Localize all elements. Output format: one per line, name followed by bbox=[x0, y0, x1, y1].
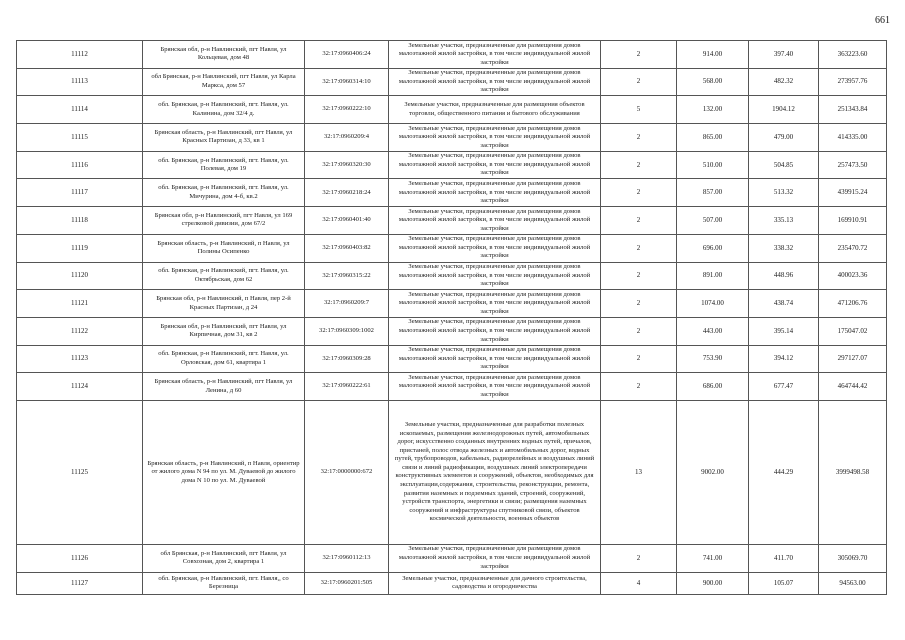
use-group-cell: 2 bbox=[601, 207, 677, 235]
row-number-cell: 11118 bbox=[17, 207, 143, 235]
use-group-cell: 2 bbox=[601, 262, 677, 290]
land-use-purpose-cell: Земельные участки, предназначенные для размещения домов малоэтажной жилой застройки, в том числе индивидуальной жилой застройки bbox=[389, 207, 601, 235]
use-group-cell: 4 bbox=[601, 572, 677, 594]
use-group-cell: 13 bbox=[601, 400, 677, 544]
specific-value-cell: 448.96 bbox=[749, 262, 819, 290]
use-group-cell: 2 bbox=[601, 290, 677, 318]
use-group-cell: 2 bbox=[601, 151, 677, 179]
row-number-cell: 11122 bbox=[17, 317, 143, 345]
table-row bbox=[17, 373, 887, 401]
address-cell: Брянская обл, р-н Навлинский, пгт Навля, ул Кольцевая, дом 48 bbox=[143, 41, 305, 69]
specific-value-cell: 482.32 bbox=[749, 68, 819, 96]
area-cell: 507.00 bbox=[677, 207, 749, 235]
land-use-purpose-cell: Земельные участки, предназначенные для дачного строительства, садоводства и огородничества bbox=[389, 572, 601, 594]
land-use-purpose-cell: Земельные участки, предназначенные для размещения домов малоэтажной жилой застройки, в том числе индивидуальной жилой застройки bbox=[389, 41, 601, 69]
area-cell: 857.00 bbox=[677, 179, 749, 207]
specific-value-cell: 338.32 bbox=[749, 234, 819, 262]
row-number-cell: 11125 bbox=[17, 400, 143, 544]
land-use-purpose-cell: Земельные участки, предназначенные для размещения домов малоэтажной жилой застройки, в том числе индивидуальной жилой застройки bbox=[389, 179, 601, 207]
specific-value-cell: 411.70 bbox=[749, 544, 819, 572]
specific-value-cell: 677.47 bbox=[749, 373, 819, 401]
address-cell: обл. Брянская, р-н Навлинский, пгт. Навля,, со Березница bbox=[143, 572, 305, 594]
page-number: 661 bbox=[875, 15, 890, 26]
specific-value-cell: 438.74 bbox=[749, 290, 819, 318]
area-cell: 753.90 bbox=[677, 345, 749, 373]
cadastral-number-cell: 32:17:0960309:28 bbox=[305, 345, 389, 373]
cadastral-number-cell: 32:17:0960201:505 bbox=[305, 572, 389, 594]
row-number-cell: 11113 bbox=[17, 68, 143, 96]
address-cell: обл Брянская, р-н Навлинский, пгт Навля, ул Совхозная, дом 2, квартира 1 bbox=[143, 544, 305, 572]
address-cell: Брянская область, р-н Навлинский, п Навля, ул Полины Осипенко bbox=[143, 234, 305, 262]
cadastral-number-cell: 32:17:0960314:10 bbox=[305, 68, 389, 96]
address-cell: обл. Брянская, р-н Навлинский, пгт. Навля, ул. Октябрьская, дом 62 bbox=[143, 262, 305, 290]
cadastral-cost-cell: 94563.00 bbox=[819, 572, 887, 594]
table-row bbox=[17, 41, 887, 69]
use-group-cell: 2 bbox=[601, 41, 677, 69]
land-use-purpose-cell: Земельные участки, предназначенные для размещения домов малоэтажной жилой застройки, в том числе индивидуальной жилой застройки bbox=[389, 234, 601, 262]
specific-value-cell: 395.14 bbox=[749, 317, 819, 345]
cadastral-number-cell: 32:17:0960209:4 bbox=[305, 124, 389, 152]
address-cell: обл. Брянская, р-н Навлинский, пгт. Навля, ул. Калинина, дом 32/4 д. bbox=[143, 96, 305, 124]
address-cell: Брянская область, р-н Навлинский, пгт Навля, ул Ленина, д 60 bbox=[143, 373, 305, 401]
specific-value-cell: 513.32 bbox=[749, 179, 819, 207]
area-cell: 568.00 bbox=[677, 68, 749, 96]
use-group-cell: 2 bbox=[601, 179, 677, 207]
address-cell: обл Брянская, р-н Навлинский, пгт Навля, ул Карла Маркса, дом 57 bbox=[143, 68, 305, 96]
cadastral-number-cell: 32:17:0960320:30 bbox=[305, 151, 389, 179]
table-row bbox=[17, 544, 887, 572]
cadastral-cost-cell: 439915.24 bbox=[819, 179, 887, 207]
row-number-cell: 11123 bbox=[17, 345, 143, 373]
table-row bbox=[17, 207, 887, 235]
table-row bbox=[17, 151, 887, 179]
cadastral-cost-cell: 235470.72 bbox=[819, 234, 887, 262]
specific-value-cell: 335.13 bbox=[749, 207, 819, 235]
table-row bbox=[17, 400, 887, 544]
cadastral-number-cell: 32:17:0960309:1002 bbox=[305, 317, 389, 345]
use-group-cell: 2 bbox=[601, 345, 677, 373]
area-cell: 914.00 bbox=[677, 41, 749, 69]
cadastral-number-cell: 32:17:0960222:10 bbox=[305, 96, 389, 124]
row-number-cell: 11116 bbox=[17, 151, 143, 179]
land-use-purpose-cell: Земельные участки, предназначенные для размещения домов малоэтажной жилой застройки, в том числе индивидуальной жилой застройки bbox=[389, 124, 601, 152]
cadastral-cost-cell: 257473.50 bbox=[819, 151, 887, 179]
row-number-cell: 11121 bbox=[17, 290, 143, 318]
specific-value-cell: 1904.12 bbox=[749, 96, 819, 124]
land-registry-table bbox=[16, 40, 887, 595]
land-use-purpose-cell: Земельные участки, предназначенные для размещения домов малоэтажной жилой застройки, в том числе индивидуальной жилой застройки bbox=[389, 345, 601, 373]
row-number-cell: 11127 bbox=[17, 572, 143, 594]
cadastral-cost-cell: 169910.91 bbox=[819, 207, 887, 235]
area-cell: 865.00 bbox=[677, 124, 749, 152]
table-row bbox=[17, 234, 887, 262]
row-number-cell: 11114 bbox=[17, 96, 143, 124]
area-cell: 741.00 bbox=[677, 544, 749, 572]
land-use-purpose-cell: Земельные участки, предназначенные для размещения домов малоэтажной жилой застройки, в том числе индивидуальной жилой застройки bbox=[389, 544, 601, 572]
area-cell: 891.00 bbox=[677, 262, 749, 290]
specific-value-cell: 479.00 bbox=[749, 124, 819, 152]
specific-value-cell: 504.85 bbox=[749, 151, 819, 179]
area-cell: 900.00 bbox=[677, 572, 749, 594]
specific-value-cell: 444.29 bbox=[749, 400, 819, 544]
use-group-cell: 2 bbox=[601, 373, 677, 401]
land-use-purpose-cell: Земельные участки, предназначенные для размещения домов малоэтажной жилой застройки, в том числе индивидуальной жилой застройки bbox=[389, 290, 601, 318]
cadastral-number-cell: 32:17:0960406:24 bbox=[305, 41, 389, 69]
table-body bbox=[17, 41, 887, 595]
table-row bbox=[17, 290, 887, 318]
cadastral-number-cell: 32:17:0960401:40 bbox=[305, 207, 389, 235]
specific-value-cell: 105.07 bbox=[749, 572, 819, 594]
cadastral-cost-cell: 414335.00 bbox=[819, 124, 887, 152]
table-row bbox=[17, 345, 887, 373]
land-use-purpose-cell: Земельные участки, предназначенные для размещения домов малоэтажной жилой застройки, в том числе индивидуальной жилой застройки bbox=[389, 317, 601, 345]
specific-value-cell: 397.40 bbox=[749, 41, 819, 69]
area-cell: 1074.00 bbox=[677, 290, 749, 318]
use-group-cell: 5 bbox=[601, 96, 677, 124]
address-cell: обл. Брянская, р-н Навлинский, пгт. Навля, ул. Полевая, дом 19 bbox=[143, 151, 305, 179]
use-group-cell: 2 bbox=[601, 234, 677, 262]
row-number-cell: 11112 bbox=[17, 41, 143, 69]
address-cell: Брянская область, р-н Навлинский, п Навля, ориентир от жилого дома N 94 по ул. М. Дуваевой до жилого дома N 10 по ул. М. Дуваевой bbox=[143, 400, 305, 544]
address-cell: Брянская обл, р-н Навлинский, пгт Навля, ул Кирпичная, дом 31, кв 2 bbox=[143, 317, 305, 345]
land-use-purpose-cell: Земельные участки, предназначенные для размещения домов малоэтажной жилой застройки, в том числе индивидуальной жилой застройки bbox=[389, 151, 601, 179]
table-row bbox=[17, 262, 887, 290]
cadastral-cost-cell: 175047.02 bbox=[819, 317, 887, 345]
specific-value-cell: 394.12 bbox=[749, 345, 819, 373]
address-cell: Брянская область, р-н Навлинский, пгт Навля, ул Красных Партизан, д 33, кв 1 bbox=[143, 124, 305, 152]
use-group-cell: 2 bbox=[601, 68, 677, 96]
area-cell: 443.00 bbox=[677, 317, 749, 345]
cadastral-cost-cell: 3999498.58 bbox=[819, 400, 887, 544]
cadastral-number-cell: 32:17:0960112:13 bbox=[305, 544, 389, 572]
use-group-cell: 2 bbox=[601, 317, 677, 345]
cadastral-cost-cell: 464744.42 bbox=[819, 373, 887, 401]
land-use-purpose-cell: Земельные участки, предназначенные для размещения объектов торговли, общественного питания и бытового обслуживания bbox=[389, 96, 601, 124]
address-cell: Брянская обл, р-н Навлинский, п Навля, пер 2-й Красных Партизан, д 24 bbox=[143, 290, 305, 318]
row-number-cell: 11126 bbox=[17, 544, 143, 572]
table-row bbox=[17, 124, 887, 152]
use-group-cell: 2 bbox=[601, 124, 677, 152]
area-cell: 9002.00 bbox=[677, 400, 749, 544]
table-row bbox=[17, 179, 887, 207]
cadastral-cost-cell: 251343.84 bbox=[819, 96, 887, 124]
table-row bbox=[17, 68, 887, 96]
row-number-cell: 11124 bbox=[17, 373, 143, 401]
row-number-cell: 11120 bbox=[17, 262, 143, 290]
row-number-cell: 11119 bbox=[17, 234, 143, 262]
table-row bbox=[17, 96, 887, 124]
area-cell: 696.00 bbox=[677, 234, 749, 262]
cadastral-cost-cell: 471206.76 bbox=[819, 290, 887, 318]
area-cell: 132.00 bbox=[677, 96, 749, 124]
use-group-cell: 2 bbox=[601, 544, 677, 572]
area-cell: 510.00 bbox=[677, 151, 749, 179]
cadastral-cost-cell: 305069.70 bbox=[819, 544, 887, 572]
land-use-purpose-cell: Земельные участки, предназначенные для разработки полезных ископаемых, размещения железнодорожных путей, автомобильных дорог, искусственно созданных внутренних водных путей, причалов, пристаней, полос отвода железных и автомобильных дорог, водных путей, трубопроводов, кабельных, радиорелейных и воздушных линий связи и линий радиофикации, воздушных линий электропередачи конструктивных элементов и сооружений, объектов, необходимых для эксплуатации,содержания, строительства, реконструкции, ремонта, развития наземных и подземных зданий, строений, сооружений, устройств транспорта, энергетики и связи; размещения наземных сооружений и инфраструктуры спутниковой связи, объектов космической деятельности, военных объектов bbox=[389, 400, 601, 544]
address-cell: Брянская обл, р-н Навлинский, пгт Навля, ул 169 стрелковой дивизии, дом 67/2 bbox=[143, 207, 305, 235]
row-number-cell: 11115 bbox=[17, 124, 143, 152]
cadastral-number-cell: 32:17:0000000:672 bbox=[305, 400, 389, 544]
land-use-purpose-cell: Земельные участки, предназначенные для размещения домов малоэтажной жилой застройки, в том числе индивидуальной жилой застройки bbox=[389, 373, 601, 401]
cadastral-cost-cell: 400023.36 bbox=[819, 262, 887, 290]
land-use-purpose-cell: Земельные участки, предназначенные для размещения домов малоэтажной жилой застройки, в том числе индивидуальной жилой застройки bbox=[389, 262, 601, 290]
table-row bbox=[17, 572, 887, 594]
land-use-purpose-cell: Земельные участки, предназначенные для размещения домов малоэтажной жилой застройки, в том числе индивидуальной жилой застройки bbox=[389, 68, 601, 96]
address-cell: обл. Брянская, р-н Навлинский, пгт. Навля, ул. Мичурина, дом 4-б, кв.2 bbox=[143, 179, 305, 207]
area-cell: 686.00 bbox=[677, 373, 749, 401]
address-cell: обл. Брянская, р-н Навлинский, пгт. Навля, ул. Орловская, дом 61, квартира 1 bbox=[143, 345, 305, 373]
cadastral-number-cell: 32:17:0960403:82 bbox=[305, 234, 389, 262]
cadastral-cost-cell: 363223.60 bbox=[819, 41, 887, 69]
cadastral-number-cell: 32:17:0960222:61 bbox=[305, 373, 389, 401]
cadastral-number-cell: 32:17:0960315:22 bbox=[305, 262, 389, 290]
cadastral-number-cell: 32:17:0960209:7 bbox=[305, 290, 389, 318]
table-row bbox=[17, 317, 887, 345]
cadastral-number-cell: 32:17:0960218:24 bbox=[305, 179, 389, 207]
row-number-cell: 11117 bbox=[17, 179, 143, 207]
cadastral-cost-cell: 297127.07 bbox=[819, 345, 887, 373]
cadastral-cost-cell: 273957.76 bbox=[819, 68, 887, 96]
